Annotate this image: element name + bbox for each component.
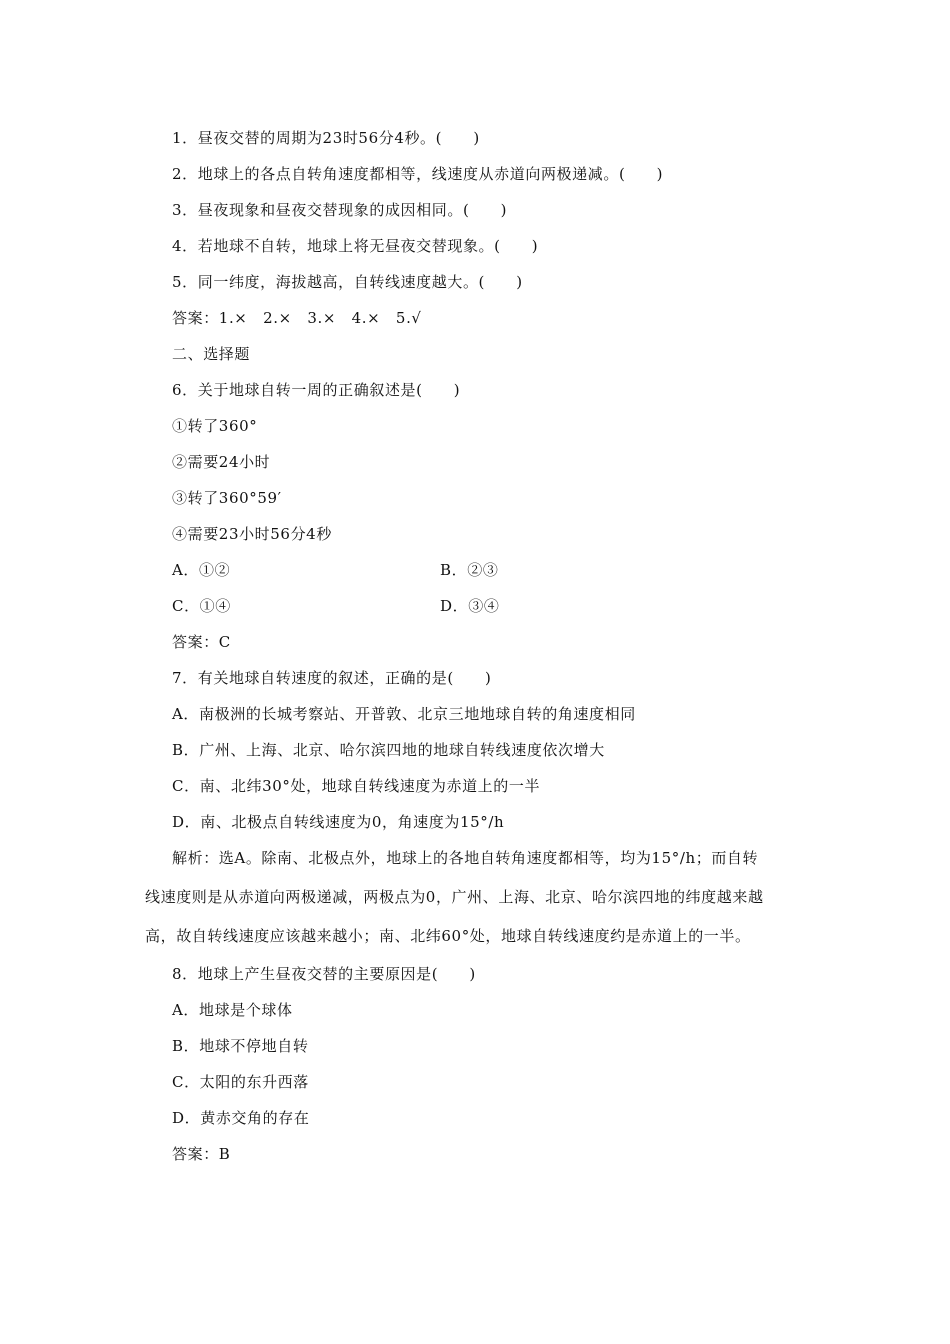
q6-answer: 答案：C (172, 633, 231, 651)
q8-option-a: A．地球是个球体 (172, 1001, 293, 1019)
q7-option-c: C．南、北纬30°处，地球自转线速度为赤道上的一半 (172, 777, 541, 795)
judgment-item-2: 2．地球上的各点自转角速度都相等，线速度从赤道向两极递减。( ) (172, 165, 664, 183)
q6-stem: 6．关于地球自转一周的正确叙述是( ) (172, 381, 461, 399)
q7-option-d: D．南、北极点自转线速度为0，角速度为15°/h (172, 813, 505, 831)
q7-option-b: B．广州、上海、北京、哈尔滨四地的地球自转线速度依次增大 (172, 741, 605, 759)
q7-analysis-line-2: 线速度则是从赤道向两极递减，两极点为0，广州、上海、北京、哈尔滨四地的纬度越来越 (145, 888, 764, 906)
q7-analysis-line-1: 解析：选A。除南、北极点外，地球上的各地自转角速度都相等，均为15°/h；而自转 (172, 849, 759, 867)
section-title: 二、选择题 (172, 345, 251, 363)
judgment-item-3: 3．昼夜现象和昼夜交替现象的成因相同。( ) (172, 201, 508, 219)
q6-option-d: D．③④ (440, 597, 500, 615)
q7-option-a: A．南极洲的长城考察站、开普敦、北京三地地球自转的角速度相同 (172, 705, 636, 723)
judgment-item-5: 5．同一纬度，海拔越高，自转线速度越大。( ) (172, 273, 523, 291)
q7-stem: 7．有关地球自转速度的叙述，正确的是( ) (172, 669, 492, 687)
judgment-item-1: 1．昼夜交替的周期为23时56分4秒。( ) (172, 129, 480, 147)
q6-option-b: B．②③ (440, 561, 499, 579)
q6-item-3: ③转了360°59′ (172, 489, 282, 507)
q8-option-c: C．太阳的东升西落 (172, 1073, 309, 1091)
q6-item-2: ②需要24小时 (172, 453, 271, 471)
q6-option-a: A．①② (172, 561, 231, 579)
q8-answer: 答案：B (172, 1145, 231, 1163)
q7-analysis-line-3: 高，故自转线速度应该越来越小；南、北纬60°处，地球自转线速度约是赤道上的一半。 (145, 927, 751, 945)
q8-option-b: B．地球不停地自转 (172, 1037, 309, 1055)
judgment-answer: 答案：1.× 2.× 3.× 4.× 5.√ (172, 309, 422, 327)
judgment-item-4: 4．若地球不自转，地球上将无昼夜交替现象。( ) (172, 237, 539, 255)
q6-option-c: C．①④ (172, 597, 231, 615)
q8-option-d: D．黄赤交角的存在 (172, 1109, 310, 1127)
q6-item-1: ①转了360° (172, 417, 258, 435)
q8-stem: 8．地球上产生昼夜交替的主要原因是( ) (172, 965, 476, 983)
q6-item-4: ④需要23小时56分4秒 (172, 525, 332, 543)
